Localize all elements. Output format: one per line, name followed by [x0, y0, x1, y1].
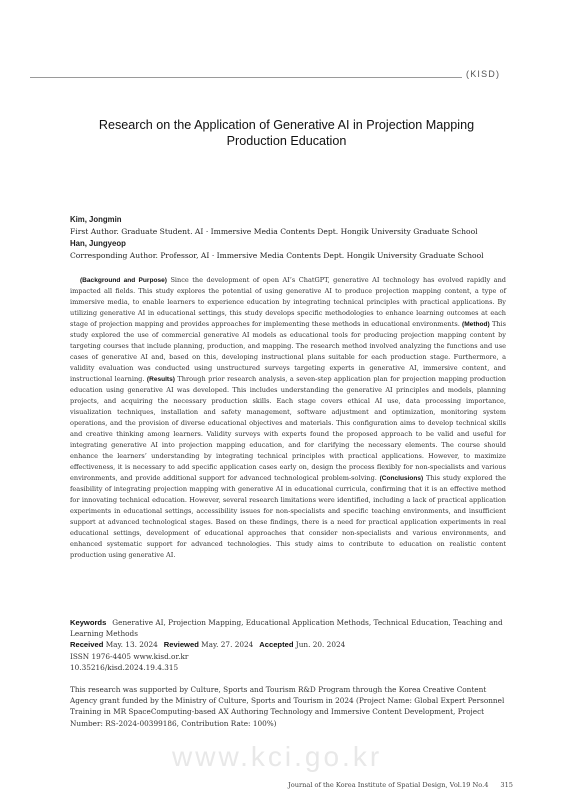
page-footer	[288, 781, 513, 789]
abstract-background-text: Since the development of open AI’s ChatGPT, generative AI technology has evolved rapidly and impacted all fields. This study explores the potential of using generative AI to produce projection mapping content, a type of immersive media, to enable learners to experience education by integrating technical principles with practical applications. By utilizing generative AI in educational settings, this study develops specific methodologies to enhance learning outcomes at each stage of projection mapping and provides approaches for implementing these methods in educational environments.	[70, 276, 506, 328]
abstract-method-label: (Method)	[462, 321, 490, 328]
page-number: 315	[500, 781, 513, 789]
logo-text: KISD	[470, 69, 497, 79]
title-line-2: Production Education	[226, 134, 347, 148]
keywords-text: Generative AI, Projection Mapping, Educational Application Methods, Technical Education, Teaching and Learning Methods	[70, 618, 503, 639]
author-name-1: Kim, Jongmin	[70, 215, 122, 224]
title-line-1: Research on the Application of Generative AI in Projection Mapping	[98, 118, 475, 132]
reviewed-date: May. 27. 2024	[201, 640, 254, 650]
accepted-label: Accepted	[259, 640, 294, 650]
received-label: Received	[70, 640, 104, 650]
watermark: www.kci.go.kr	[172, 741, 383, 772]
issn-line: ISSN 1976-4405 www.kisd.or.kr	[70, 651, 189, 661]
abstract-results-label: (Results)	[146, 376, 175, 383]
abstract-background-label: (Background and Purpose)	[80, 277, 167, 284]
paper-title	[40, 117, 533, 149]
author-affiliation-2: Corresponding Author. Professor, AI · Immersive Media Contents Dept. Hongik University Graduate School	[70, 251, 484, 260]
reviewed-label: Reviewed	[163, 640, 199, 650]
acknowledgment: This research was supported by Culture, Sports and Tourism R&D Program through the Korea Creative Content Agency grant funded by the Ministry of Culture, Sports and Tourism in 2024 (Project Name: Global Expert Personnel Training in MR SpaceComputing-based AX Authoring Technology and Immersive Content Development, Project Number: RS-2024-00399186, Contribution Rate: 100%)	[70, 685, 505, 728]
keywords-label: Keywords	[70, 618, 107, 627]
accepted-date: Jun. 20. 2024	[295, 640, 346, 650]
author-name-2: Han, Jungyeop	[70, 239, 126, 248]
article-meta	[70, 617, 506, 673]
author-block	[70, 214, 540, 262]
logo-bracket-left: (	[466, 69, 471, 79]
journal-logo	[466, 69, 500, 79]
abstract-results-text: Through prior research analysis, a seven-step application plan for projection mapping production education using generative AI was developed. This includes understanding the generative AI principles and models, planning projects, and acquiring the necessary production skills. Each stage covers ethical AI use, data processing importance, visualization techniques, installation and safety management, software adjustment and optimization, monitoring system operations, and the provision of diverse educational objectives and materials. This configuration aims to develop technical skills and creative thinking among learners. Validity surveys with experts found the proposed approach to be valid and useful for integrating generative AI into projection mapping education, and for clarifying the necessary elements. The course should enhance the learners’ understanding by integrating technical principles with practical applications. However, to maximize effectiveness, it is necessary to add specific application cases early on, design the process flexibly for non-specialists and various environments, and provide additional support for advanced technological problem-solving.	[70, 375, 506, 482]
doi-line: 10.35216/kisd.2024.19.4.315	[70, 662, 179, 672]
keywords-row	[70, 617, 506, 639]
logo-bracket-right: )	[496, 69, 501, 79]
header-rule	[30, 77, 462, 78]
footer-journal: Journal of the Korea Institute of Spatial Design, Vol.19 No.4	[288, 781, 489, 789]
author-affiliation-1: First Author. Graduate Student. AI · Immersive Media Contents Dept. Hongik University Graduate School	[70, 227, 478, 236]
abstract-method-text: This study explored the use of commercial generative AI models as educational tools for producing projection mapping content by targeting courses that include planning, production, and mapping. The research method involved analyzing the functions and use cases of generative AI and, based on this, developing instructional plans suitable for each production stage. Furthermore, a validity evaluation was conducted using unstructured surveys targeting experts in generative AI, immersive content, and instructional learning.	[70, 320, 506, 383]
received-date: May. 13. 2024	[105, 640, 158, 650]
abstract-conclusions-label: (Conclusions)	[379, 475, 424, 482]
abstract-conclusions-text: This study explored the feasibility of integrating projection mapping with generative AI in educational curricula, confirming that it is an effective method for innovating technical education. However, several research limitations were identified, including a lack of practical application experiments in educational settings, accessibility issues for non-specialists and specific teaching environments, and insufficient support at advanced technological stages. Based on these findings, there is a need for practical application experiments in real educational settings, development of educational approaches that consider non-specialists and various environments, and enhanced systematic support for advanced technologies. This study aims to contribute to education on realistic content production using generative AI.	[70, 474, 506, 559]
dates-row	[70, 639, 506, 650]
abstract	[70, 275, 506, 561]
